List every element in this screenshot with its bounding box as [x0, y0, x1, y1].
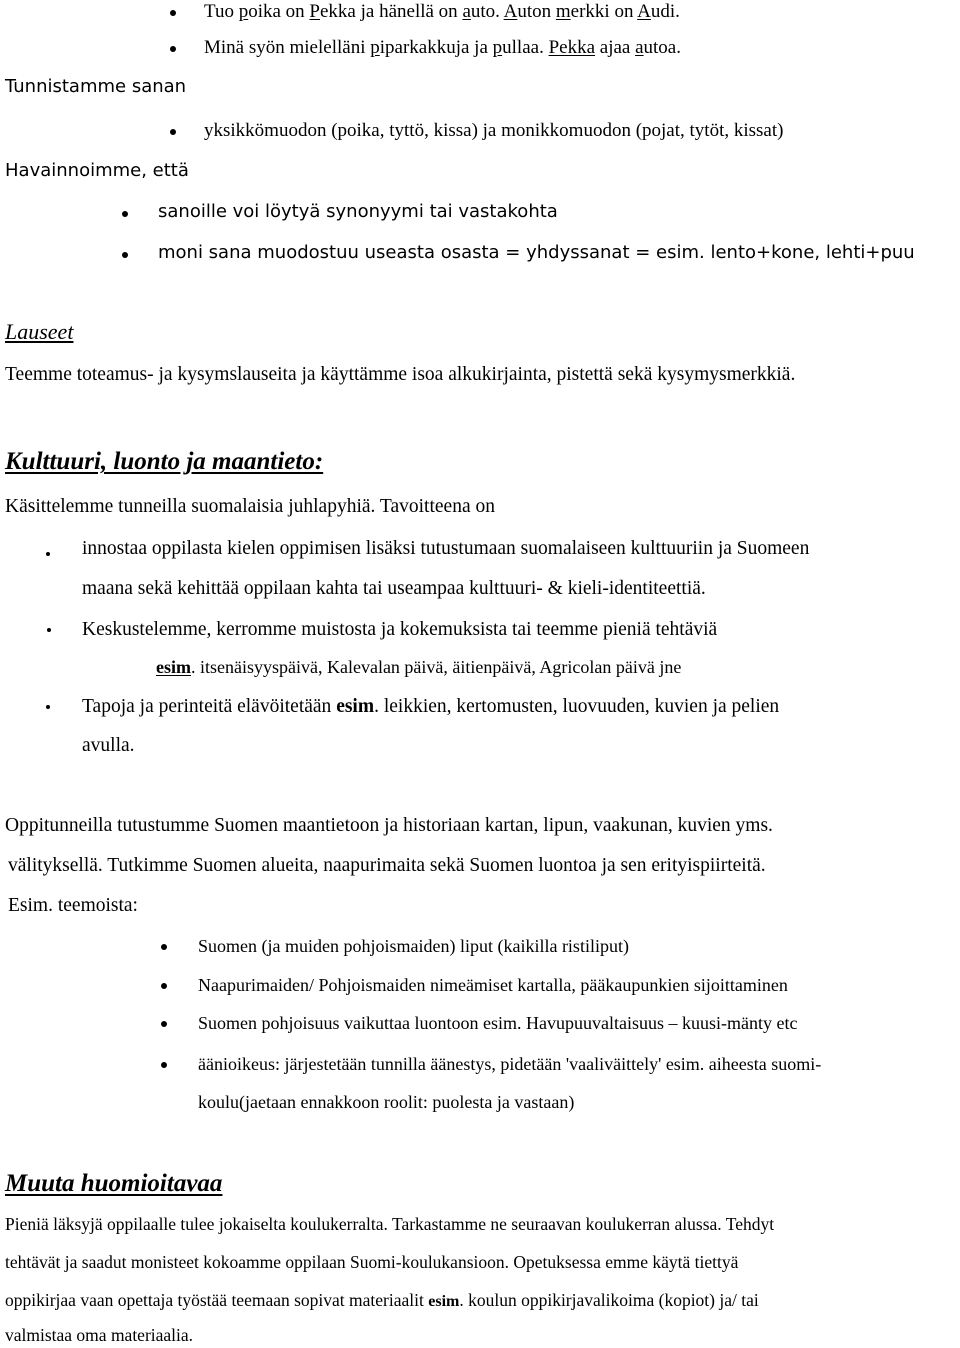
- sentences-text: Teemme toteamus- ja kysymslauseita ja käyttämme isoa alkukirjainta, pistettä sekä kysymysmerkkiä.: [5, 364, 796, 385]
- bullet-icon: [161, 983, 167, 989]
- geography-line1: Oppitunneilla tutustumme Suomen maantietoon ja historiaan kartan, lipun, vaakunan, kuvien yms.: [5, 815, 773, 836]
- bullet-icon: [122, 252, 128, 258]
- example-sentence-1: Tuo poika on Pekka ja hänellä on auto. Auton merkki on Audi.: [204, 1, 680, 22]
- geography-line2: välityksellä. Tutkimme Suomen alueita, naapurimaita sekä Suomen luontoa ja sen erityispiirteitä.: [8, 855, 766, 876]
- theme-item: Suomen pohjoisuus vaikuttaa luontoon esim. Havupuuvaltaisuus – kuusi-mänty etc: [198, 1013, 798, 1033]
- culture-discuss-line1: Keskustelemme, kerromme muistosta ja kokemuksista tai teemme pieniä tehtäviä: [82, 619, 718, 640]
- bullet-icon: [170, 46, 176, 52]
- observation-item: moni sana muodostuu useasta osasta = yhdyssanat = esim. lento+kone, lehti+puu: [158, 242, 915, 263]
- word-forms-item: yksikkömuodon (poika, tyttö, kissa) ja monikkomuodon (pojat, tytöt, kissat): [204, 120, 784, 141]
- theme-item: Naapurimaiden/ Pohjoismaiden nimeämiset kartalla, pääkaupunkien sijoittaminen: [198, 975, 788, 995]
- bullet-icon: [161, 1021, 167, 1027]
- example-sentence-2: Minä syön mielelläni piparkakkuja ja pullaa. Pekka ajaa autoa.: [204, 37, 681, 58]
- theme-item: Suomen (ja muiden pohjoismaiden) liput (kaikilla ristiliput): [198, 936, 629, 956]
- culture-traditions-line1: Tapoja ja perinteitä elävöitetään esim. leikkien, kertomusten, luovuuden, kuvien ja pelien: [82, 696, 780, 717]
- culture-intro: Käsittelemme tunneilla suomalaisia juhlapyhiä. Tavoitteena on: [5, 496, 495, 517]
- culture-heading: Kulttuuri, luonto ja maantieto:: [5, 448, 324, 475]
- theme-item-line1: äänioikeus: järjestetään tunnilla äänestys, pidetään 'vaaliväittely' esim. aiheesta suomi-: [198, 1054, 822, 1074]
- theme-item-line2: koulu(jaetaan ennakkoon roolit: puolesta ja vastaan): [198, 1092, 575, 1112]
- other-line1: Pieniä läksyjä oppilaalle tulee jokaiselta koulukerralta. Tarkastamme ne seuraavan koulukerran alussa. Tehdyt: [5, 1214, 775, 1234]
- culture-goal-line2: maana sekä kehittää oppilaan kahta tai useampaa kulttuuri- & kieli-identiteettiä.: [82, 578, 706, 599]
- geography-line3: Esim. teemoista:: [8, 895, 138, 916]
- culture-traditions-line2: avulla.: [82, 735, 135, 756]
- bullet-icon: [170, 129, 176, 135]
- bullet-icon: [47, 628, 51, 632]
- other-heading: Muuta huomioitavaa: [5, 1170, 223, 1197]
- bullet-icon: [46, 552, 50, 556]
- observation-item: sanoille voi löytyä synonyymi tai vastakohta: [158, 201, 558, 222]
- sentences-heading: Lauseet: [5, 319, 74, 344]
- other-line2: tehtävät ja saadut monisteet kokoamme oppilaan Suomi-koulukansioon. Opetuksessa emme käytä tiettyä: [5, 1252, 739, 1272]
- bullet-icon: [46, 705, 50, 709]
- culture-discuss-line2: esim. itsenäisyyspäivä, Kalevalan päivä, äitienpäivä, Agricolan päivä jne: [156, 657, 682, 677]
- observe-intro: Havainnoimme, että: [5, 160, 189, 181]
- bullet-icon: [170, 10, 176, 16]
- other-line3: oppikirjaa vaan opettaja työstää teemaan sopivat materiaalit esim. koulun oppikirjavalikoima (kopiot) ja/ tai: [5, 1290, 759, 1310]
- bullet-icon: [161, 1062, 167, 1068]
- other-line4: valmistaa oma materiaalia.: [5, 1325, 194, 1345]
- word-intro: Tunnistamme sanan: [5, 76, 187, 97]
- bullet-icon: [122, 211, 128, 217]
- culture-goal-line1: innostaa oppilasta kielen oppimisen lisäksi tutustumaan suomalaiseen kulttuuriin ja Suomeen: [82, 538, 810, 559]
- bullet-icon: [161, 944, 167, 950]
